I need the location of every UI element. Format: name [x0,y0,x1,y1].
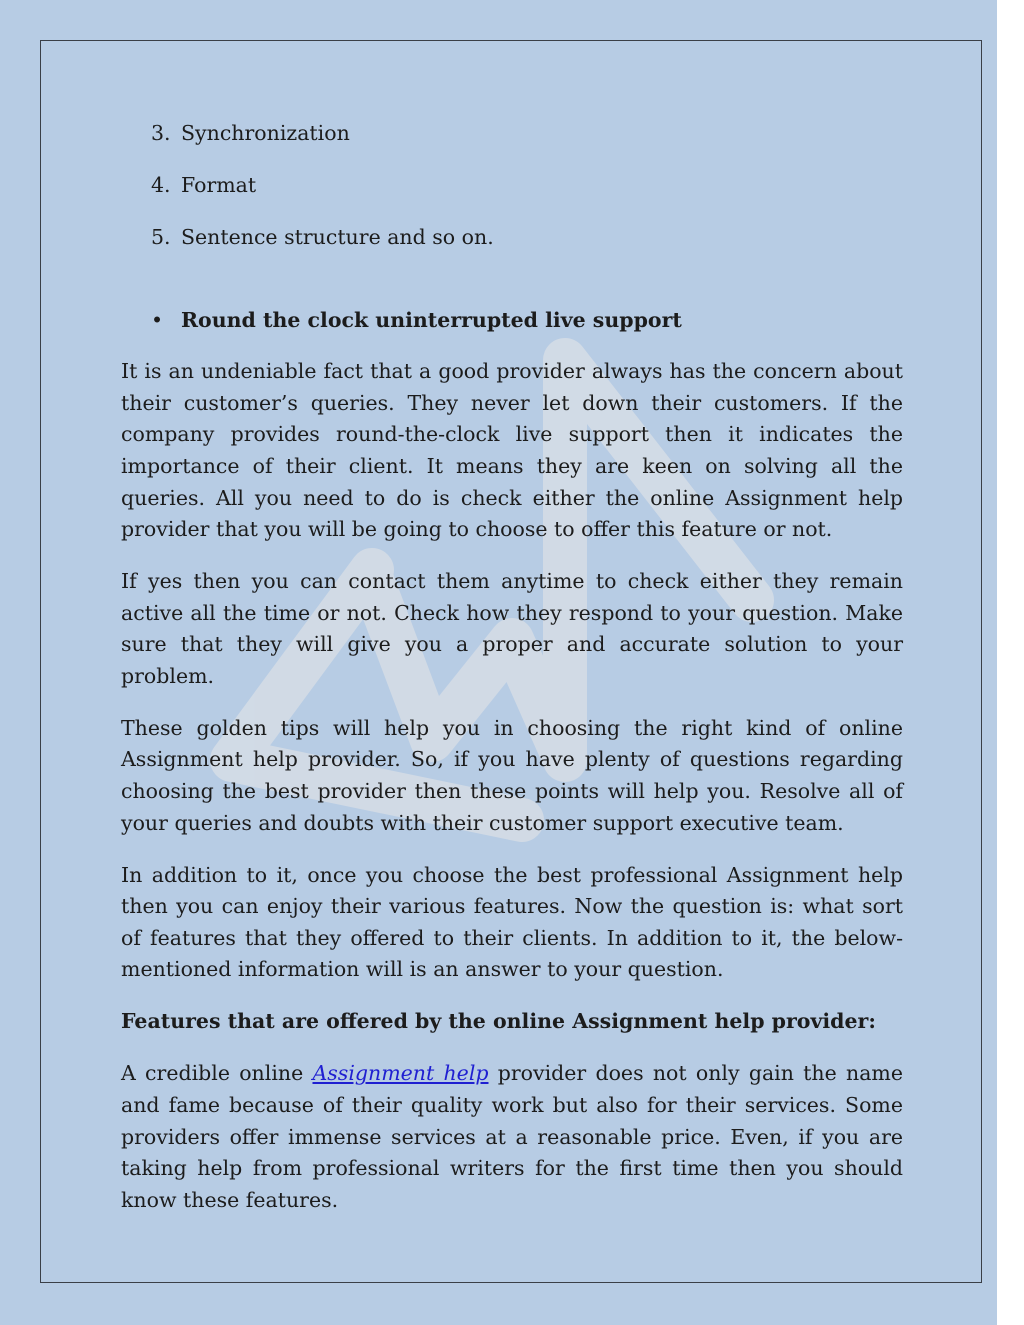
section-heading: Features that are offered by the online Assignment help provider: [121,1009,876,1034]
list-item [121,222,903,254]
paragraph-credible-provider [121,1058,903,1216]
numbered-list [121,118,903,254]
list-item-text: Format [181,172,257,197]
list-number: 3. [151,121,171,145]
paragraph-text-before-link: A credible online [121,1061,313,1086]
list-item [121,170,903,202]
list-item-text: Sentence structure and so on. [181,224,494,249]
list-item-text: Synchronization [181,121,350,145]
list-item [121,118,903,150]
assignment-help-link[interactable]: Assignment help [312,1061,489,1086]
paragraph-features-intro: In addition to it, once you choose the best professional Assignment help then you can enjoy their various features. Now the question is: what sort of features that they offered to their clients. In addition to it, the below-mentioned information will is an answer to your question. [121,862,903,982]
paragraph-golden-tips: These golden tips will help you in choosing the right kind of online Assignment help provider. So, if you have plenty of questions regarding choosing the best provider then these points will help you. Resolve all of your queries and doubts with their customer support executive team. [121,715,903,835]
bullet-list [121,305,903,337]
document-body [121,118,903,1237]
paragraph-live-support: It is an undeniable fact that a good provider always has the concern about their customer’s queries. They never let down their customers. If the company provides round-the-clock live support then it indicates the importance of their client. It means they are keen on solving all the queries. All you need to do is check either the online Assignment help provider that you will be going to choose to offer this feature or not. [121,359,903,542]
list-number: 4. [151,172,171,197]
bullet-icon: • [151,307,164,332]
paragraph-contact: If yes then you can contact them anytime to check either they remain active all the time or not. Check how they respond to your question. Make sure that they will give you a proper and accurate solution to your problem. [121,569,903,688]
paragraph-text-after-link: provider does not only gain the name and fame because of their quality work but also for their services. Some providers offer immense services at a reasonable price. Even, if you are taking help from professional writers for the first time then you should know these features. [121,1061,904,1212]
bullet-heading-text: Round the clock uninterrupted live support [181,307,682,332]
bullet-heading [121,305,903,337]
list-number: 5. [151,224,171,249]
